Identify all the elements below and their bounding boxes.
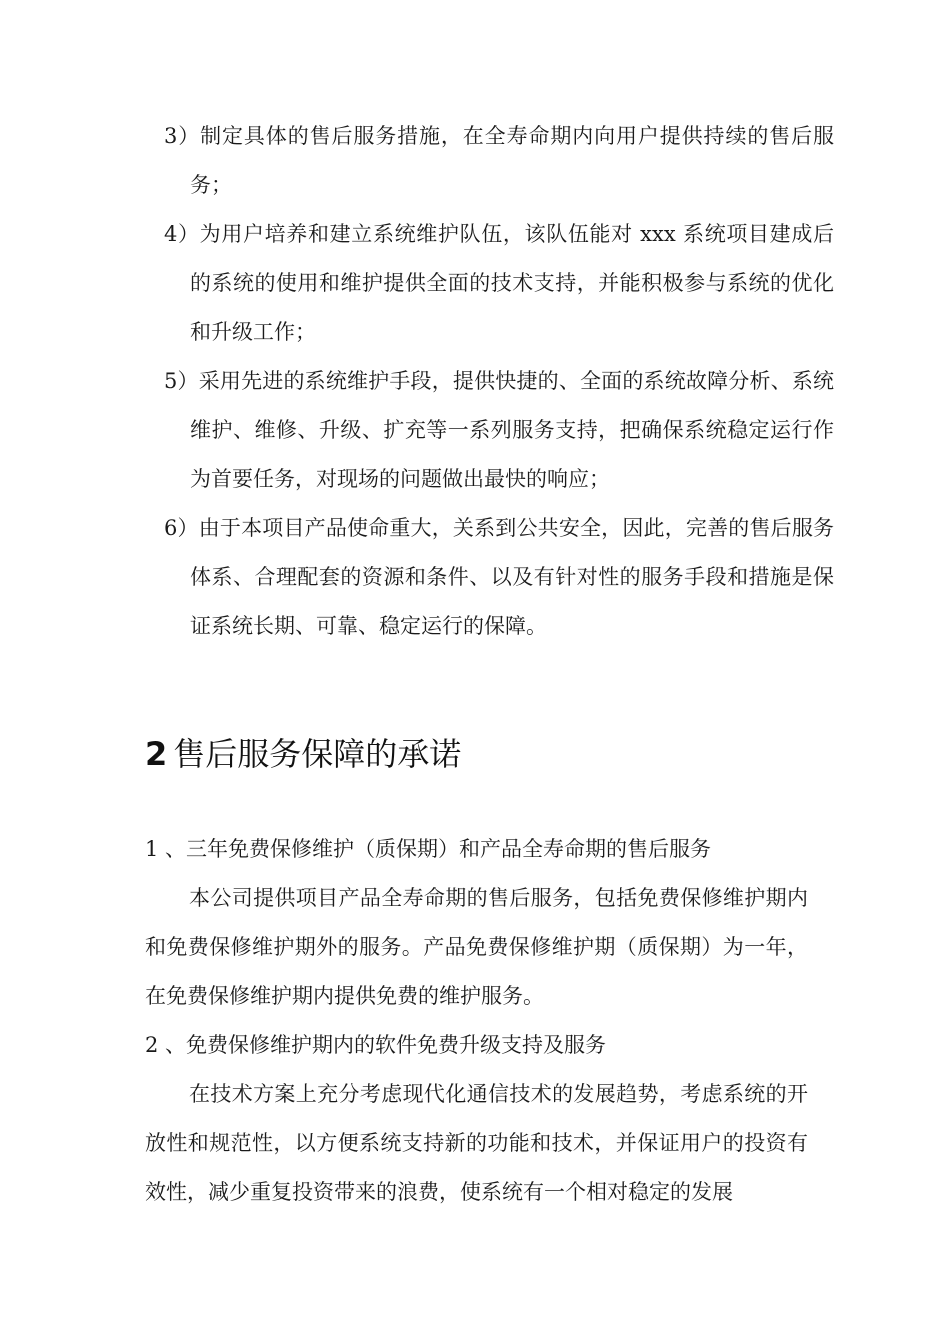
list-item: 5）采用先进的系统维护手段，提供快捷的、全面的系统故障分析、系统维护、维修、升级、扩充等一系列服务支持，把确保系统稳定运行作为首要任务，对现场的问题做出最快的响应； — [164, 369, 834, 491]
heading-number: 2 — [145, 735, 168, 773]
list-item: 6）由于本项目产品使命重大，关系到公共安全，因此，完善的售后服务体系、合理配套的资源和条件、以及有针对性的服务手段和措施是保证系统长期、可靠、稳定运行的保障。 — [164, 516, 834, 638]
list-item: 4）为用户培养和建立系统维护队伍，该队伍能对 xxx 系统项目建成后的系统的使用和维护提供全面的技术支持，并能积极参与系统的优化和升级工作； — [164, 222, 834, 344]
heading-title: 售后服务保障的承诺 — [173, 735, 462, 773]
section-heading — [145, 728, 461, 780]
subsection-body: 本公司提供项目产品全寿命期的售后服务，包括免费保修维护期内和免费保修维护期外的服务。产品免费保修维护期（质保期）为一年，在免费保修维护期内提供免费的维护服务。 — [145, 886, 808, 1008]
list-item: 3）制定具体的售后服务措施，在全寿命期内向用户提供持续的售后服务； — [164, 124, 834, 197]
subsection-body: 在技术方案上充分考虑现代化通信技术的发展趋势，考虑系统的开放性和规范性，以方便系统支持新的功能和技术，并保证用户的投资有效性，减少重复投资带来的浪费，使系统有一个相对稳定的发展 — [145, 1082, 808, 1204]
measures-list — [0, 112, 950, 651]
subsection-title: 2 、免费保修维护期内的软件免费升级支持及服务 — [145, 1033, 607, 1057]
commitment-sections — [145, 825, 808, 1217]
subsection-title: 1 、三年免费保修维护（质保期）和产品全寿命期的售后服务 — [145, 837, 712, 861]
